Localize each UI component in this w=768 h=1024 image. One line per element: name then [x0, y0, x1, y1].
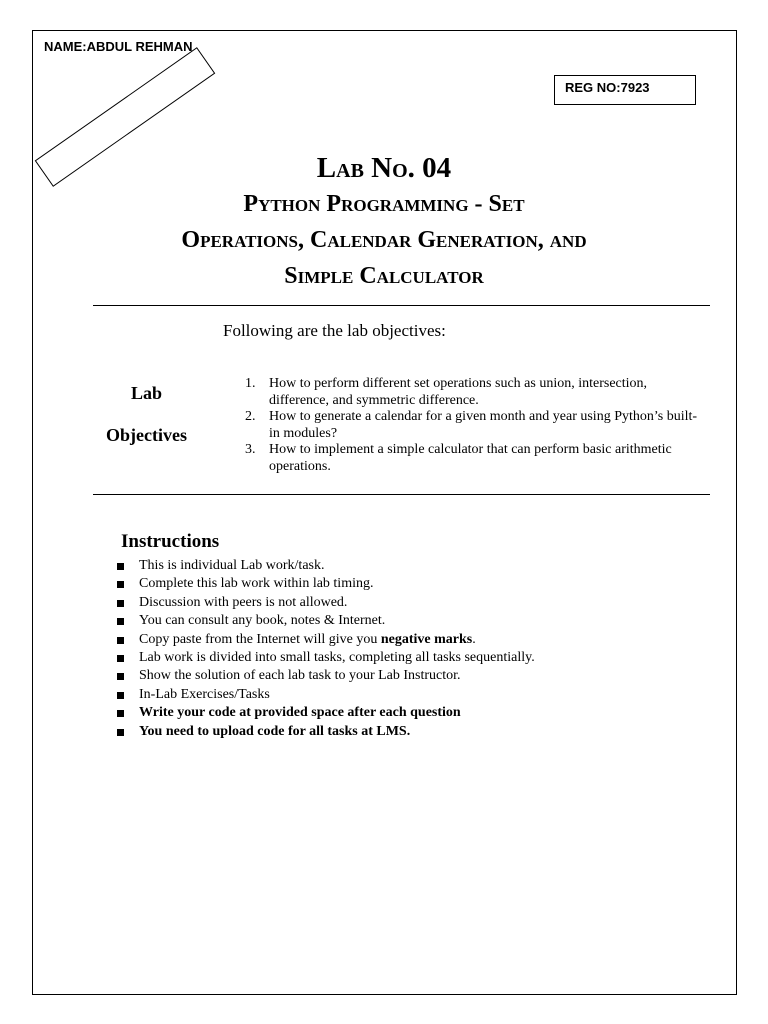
divider: [93, 494, 710, 495]
instruction-item: [117, 575, 677, 593]
square-bullet-icon: [117, 729, 124, 736]
instruction-text: Show the solution of each lab task to your Lab Instructor.: [139, 668, 461, 684]
student-name: NAME:ABDUL REHMAN: [44, 39, 193, 54]
reg-no: REG NO:7923: [565, 80, 650, 95]
objective-item: [245, 409, 700, 442]
instructions-heading: Instructions: [121, 531, 220, 552]
instruction-item: [117, 723, 677, 741]
instruction-text: This is individual Lab work/task.: [139, 558, 325, 573]
lab-label: Lab: [130, 383, 163, 403]
objective-number: 2.: [245, 409, 256, 424]
square-bullet-icon: [117, 563, 124, 570]
title-block: [60, 150, 708, 294]
instruction-text: Lab work is divided into small tasks, completing all tasks sequentially.: [139, 650, 535, 666]
instruction-item: [117, 704, 677, 722]
square-bullet-icon: [117, 618, 124, 625]
square-bullet-icon: [117, 692, 124, 699]
subtitle-line: Python Programming - Set: [243, 191, 525, 217]
reg-no-box: [554, 75, 696, 105]
instruction-text: You need to upload code for all tasks at LMS.: [139, 723, 411, 739]
instruction-text: You can consult any book, notes & Internet.: [139, 613, 386, 629]
square-bullet-icon: [117, 673, 124, 680]
objectives-list: [245, 376, 700, 475]
instruction-item: [117, 594, 677, 612]
instruction-item: [117, 631, 677, 649]
instruction-emphasis: negative marks: [380, 631, 473, 647]
objective-text: How to perform different set operations such as union, intersection, difference, and symmetric difference.: [269, 376, 648, 408]
square-bullet-icon: [117, 637, 124, 644]
objective-number: 3.: [245, 442, 256, 457]
square-bullet-icon: [117, 655, 124, 662]
instruction-text: Write your code at provided space after each question: [139, 705, 461, 721]
subtitle-line: Operations, Calendar Generation, and: [181, 227, 587, 253]
objective-text: How to generate a calendar for a given month and year using Python’s built-in modules?: [269, 409, 698, 441]
objectives-label: Objectives: [106, 425, 187, 445]
instruction-item: [117, 686, 677, 704]
instruction-item: [117, 649, 677, 667]
objective-number: 1.: [245, 376, 256, 391]
instruction-item: [117, 612, 677, 630]
instruction-text: Copy paste from the Internet will give you: [139, 631, 381, 647]
instructions-list: [117, 557, 677, 741]
divider: [93, 305, 710, 306]
objective-item: [245, 376, 700, 409]
objectives-intro: Following are the lab objectives:: [223, 321, 446, 340]
instruction-text: Discussion with peers is not allowed.: [139, 594, 348, 610]
square-bullet-icon: [117, 710, 124, 717]
subtitle-line: Simple Calculator: [284, 263, 484, 289]
instruction-item: [117, 557, 677, 575]
instruction-text: Complete this lab work within lab timing.: [139, 576, 374, 592]
square-bullet-icon: [117, 581, 124, 588]
objective-text: How to implement a simple calculator that can perform basic arithmetic operations.: [269, 442, 672, 474]
instruction-text-end: .: [472, 631, 476, 647]
lab-number-title: Lab No. 04: [316, 152, 452, 184]
instruction-text: In-Lab Exercises/Tasks: [139, 686, 270, 702]
objective-item: [245, 442, 700, 475]
square-bullet-icon: [117, 600, 124, 607]
instruction-item: [117, 667, 677, 685]
